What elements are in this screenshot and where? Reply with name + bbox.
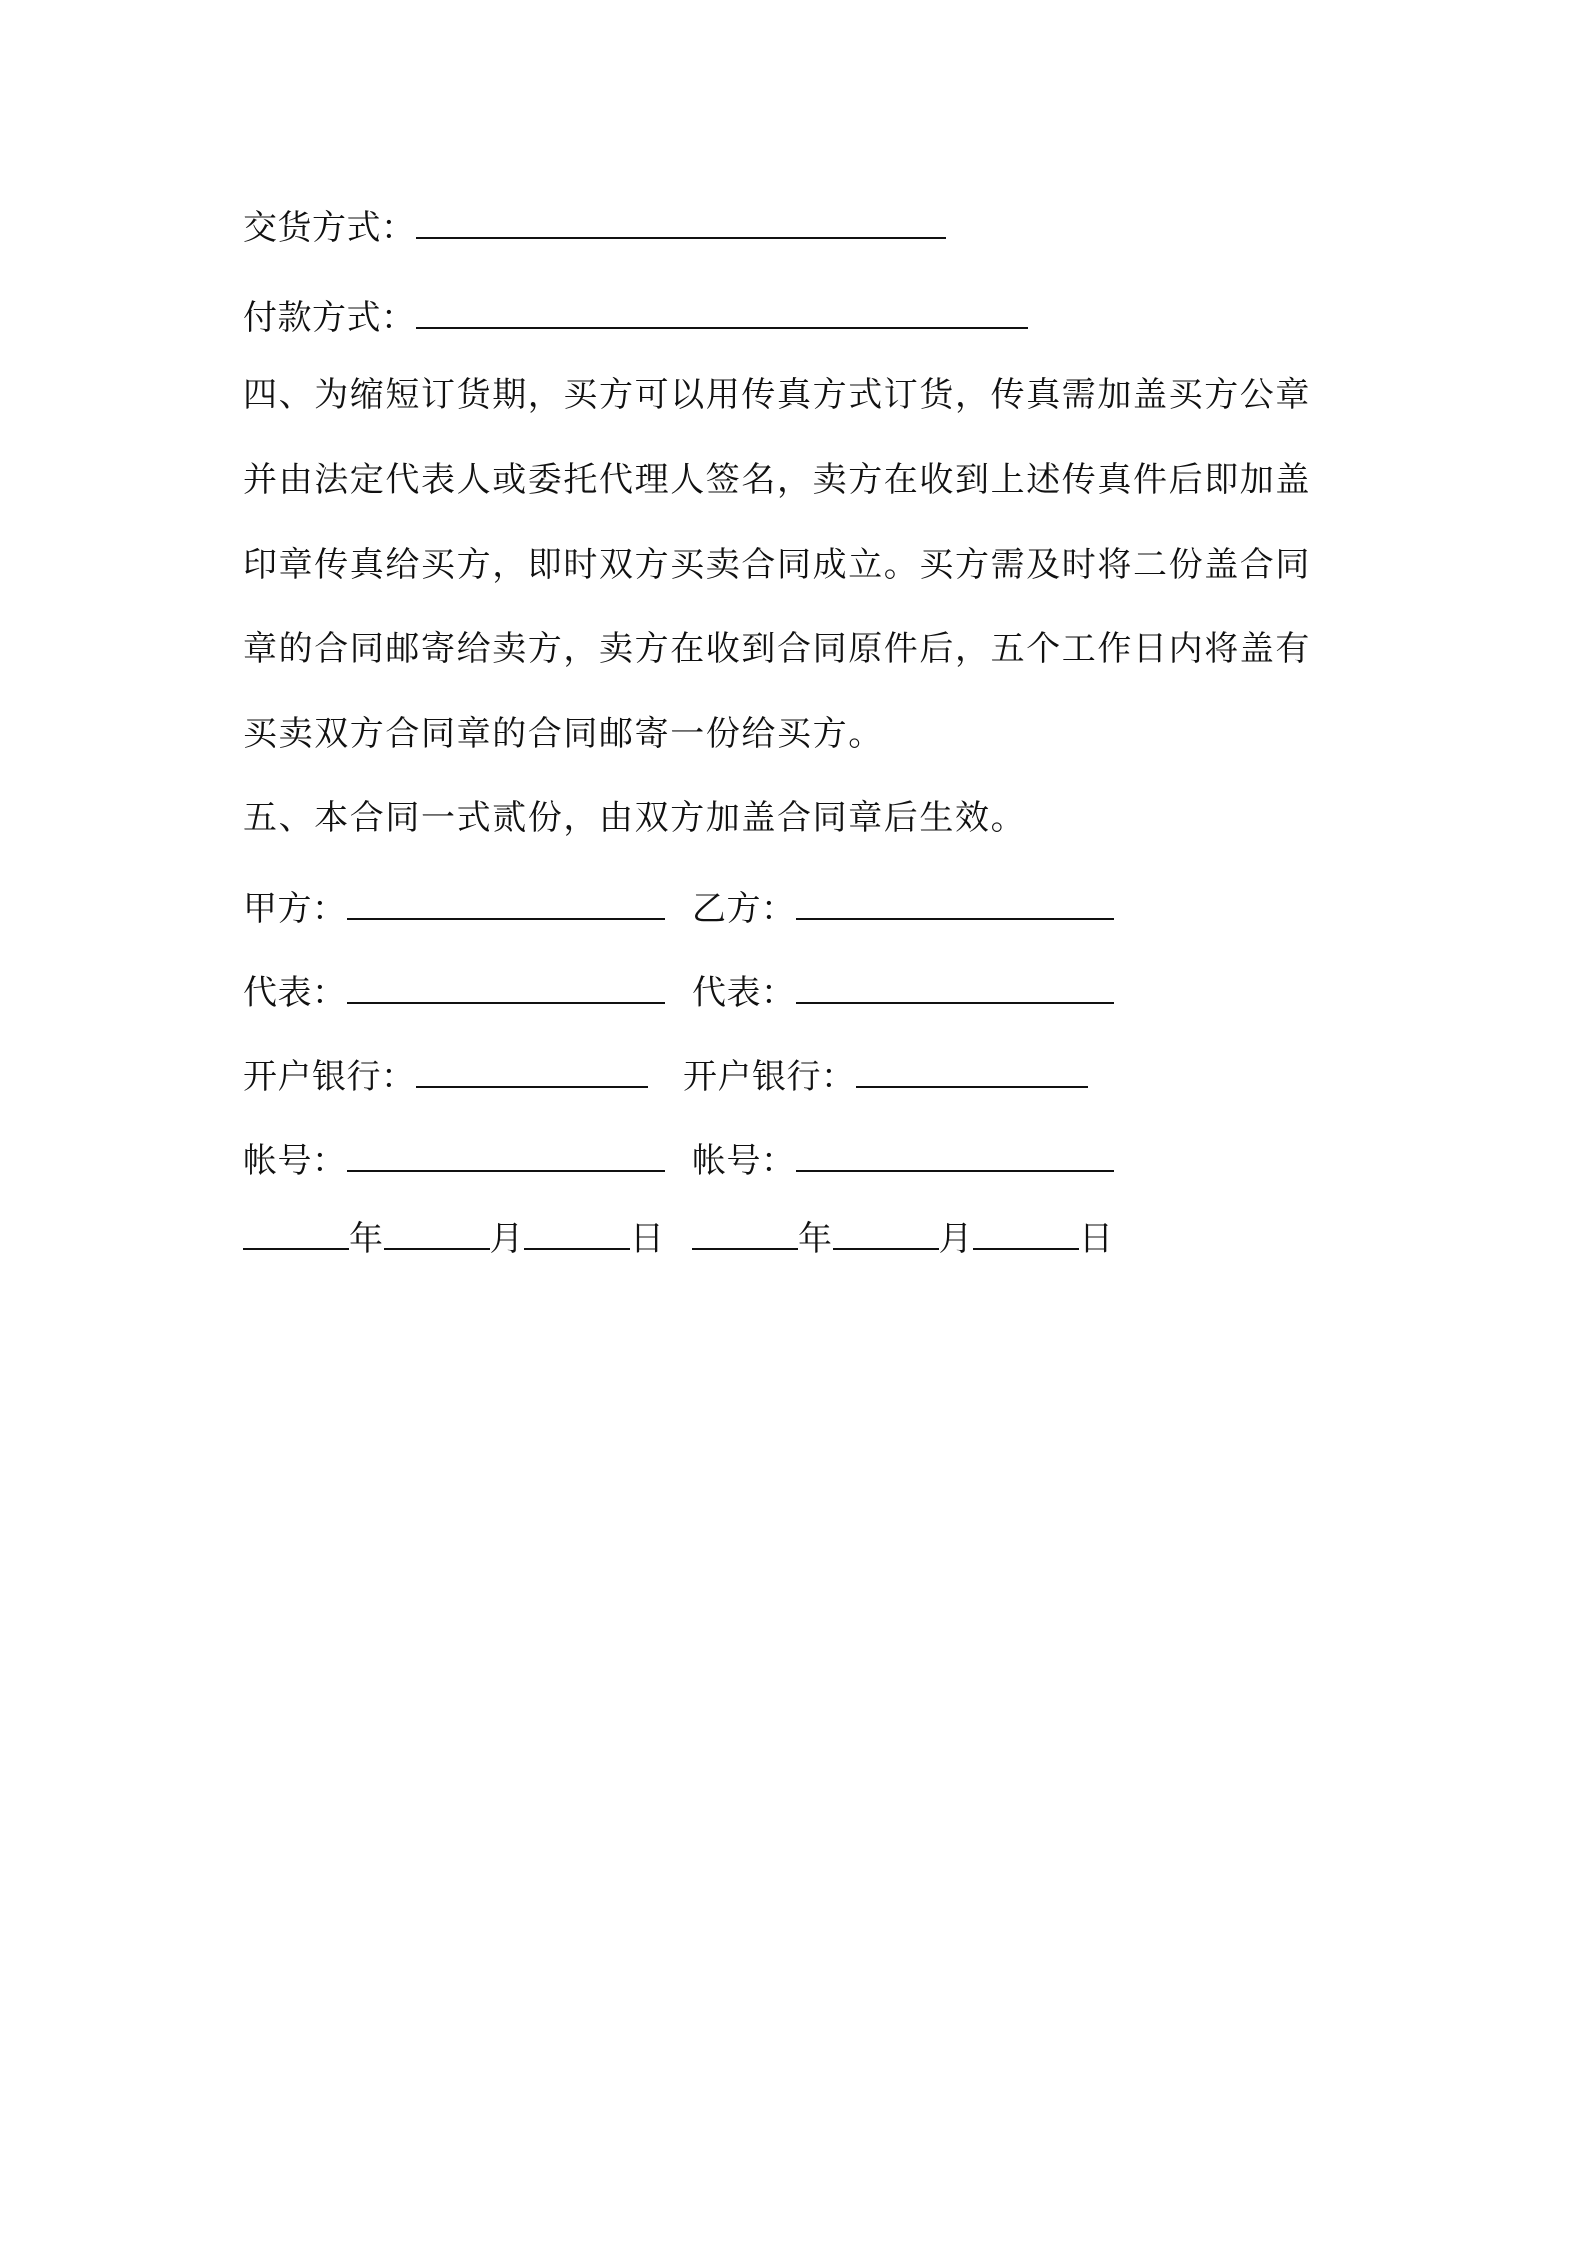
date-b-year-label: 年 — [798, 1219, 833, 1259]
account-a-row — [243, 1139, 665, 1183]
date-b-year-blank[interactable] — [692, 1218, 798, 1250]
rep-a-label: 代表： — [243, 973, 347, 1013]
bank-a-row — [243, 1055, 648, 1099]
delivery-method-label: 交货方式： — [243, 208, 416, 248]
date-a-row — [243, 1217, 665, 1261]
party-b-row — [692, 887, 1114, 931]
date-a-month-blank[interactable] — [384, 1218, 490, 1250]
account-a-blank[interactable] — [347, 1140, 665, 1172]
date-b-day-blank[interactable] — [973, 1218, 1079, 1250]
date-b-row — [692, 1217, 1114, 1261]
account-a-label: 帐号： — [243, 1141, 347, 1181]
clause4-line-4: 章的合同邮寄给卖方，卖方在收到合同原件后，五个工作日内将盖有 — [243, 629, 1311, 669]
clause4-line-1: 四、为缩短订货期，买方可以用传真方式订货，传真需加盖买方公章 — [243, 375, 1311, 415]
delivery-method-row — [243, 206, 946, 250]
rep-b-row — [692, 971, 1114, 1015]
date-b-month-blank[interactable] — [833, 1218, 939, 1250]
rep-b-blank[interactable] — [796, 972, 1114, 1004]
delivery-method-blank[interactable] — [416, 207, 946, 239]
payment-method-label: 付款方式： — [243, 298, 416, 338]
bank-b-row — [683, 1055, 1088, 1099]
rep-a-blank[interactable] — [347, 972, 665, 1004]
rep-a-row — [243, 971, 665, 1015]
bank-b-blank[interactable] — [856, 1056, 1088, 1088]
party-b-label: 乙方： — [692, 889, 796, 929]
party-a-label: 甲方： — [243, 889, 347, 929]
account-b-blank[interactable] — [796, 1140, 1114, 1172]
bank-a-label: 开户银行： — [243, 1057, 416, 1097]
rep-b-label: 代表： — [692, 973, 796, 1013]
date-b-month-label: 月 — [938, 1219, 973, 1259]
party-row — [243, 887, 665, 931]
clause4-line-3: 印章传真给买方，即时双方买卖合同成立。买方需及时将二份盖合同 — [243, 545, 1311, 585]
clause5-text: 五、本合同一式贰份，由双方加盖合同章后生效。 — [243, 798, 1027, 838]
party-b-blank[interactable] — [796, 888, 1114, 920]
party-a-blank[interactable] — [347, 888, 665, 920]
account-b-row — [692, 1139, 1114, 1183]
date-a-month-label: 月 — [489, 1219, 524, 1259]
date-a-year-label: 年 — [349, 1219, 384, 1259]
account-b-label: 帐号： — [692, 1141, 796, 1181]
clause4-line-2: 并由法定代表人或委托代理人签名，卖方在收到上述传真件后即加盖 — [243, 460, 1311, 500]
clause4-line-5: 买卖双方合同章的合同邮寄一份给买方。 — [243, 714, 884, 754]
date-b-day-label: 日 — [1079, 1219, 1114, 1259]
bank-a-blank[interactable] — [416, 1056, 648, 1088]
date-a-year-blank[interactable] — [243, 1218, 349, 1250]
date-a-day-blank[interactable] — [524, 1218, 630, 1250]
payment-method-row — [243, 296, 1028, 340]
payment-method-blank[interactable] — [416, 297, 1028, 329]
bank-b-label: 开户银行： — [683, 1057, 856, 1097]
date-a-day-label: 日 — [630, 1219, 665, 1259]
